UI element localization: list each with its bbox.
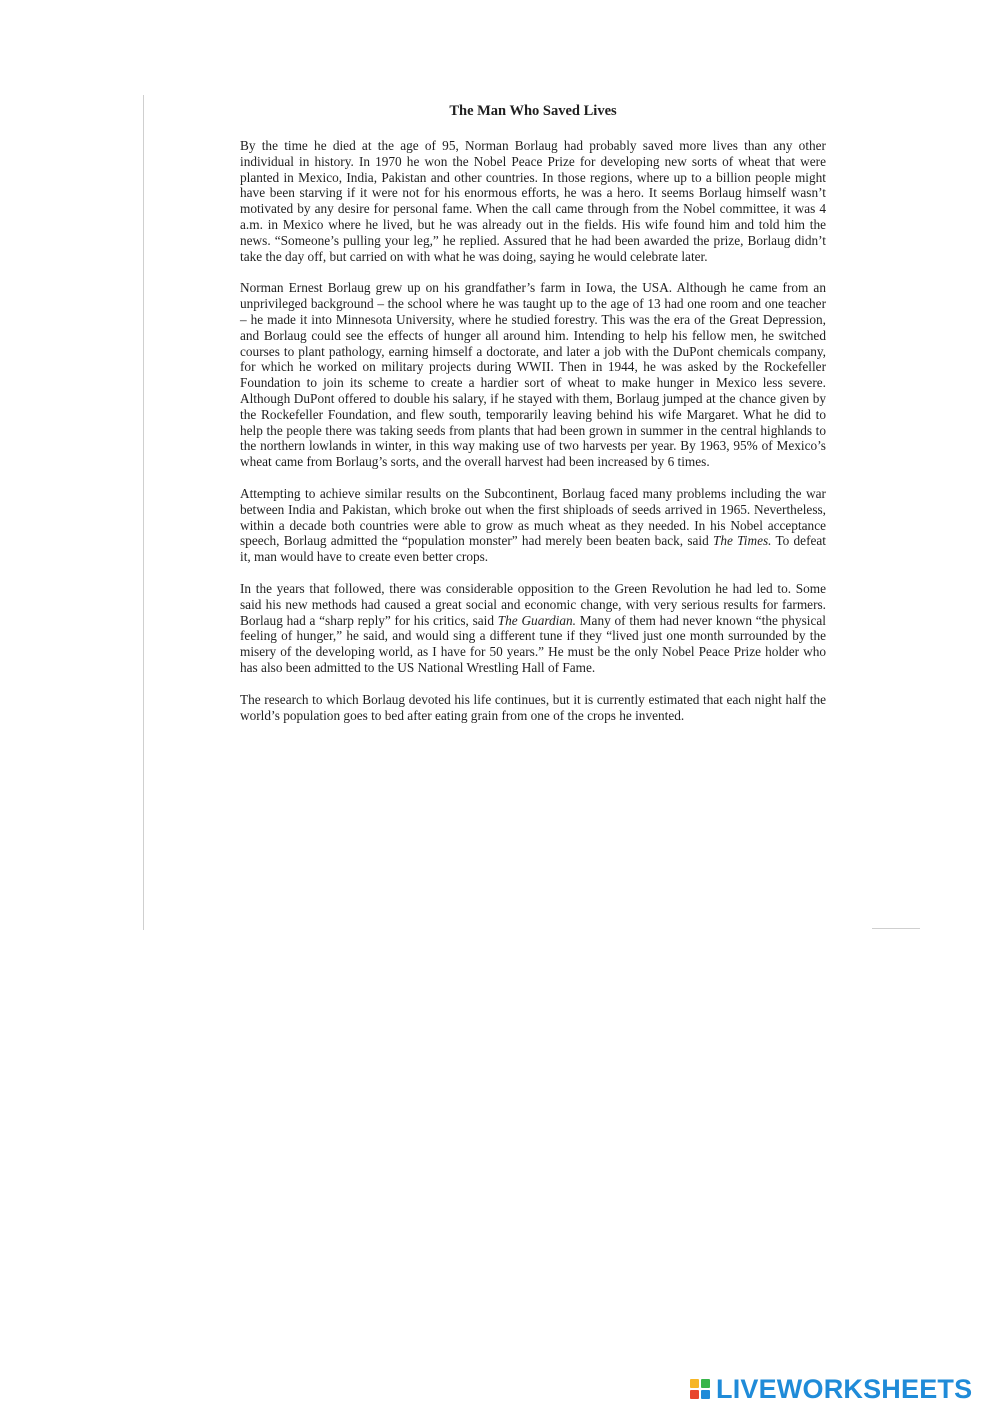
paragraph-text: Many of them had never known “the physical feeling of hunger,” he said, and would sing a different tune if they “lived just one month surrounded by the misery of the developing world, as I have for 50 years.” He must be the only Nobel Peace Prize holder who has also been admitted to the US National Wrestling Hall of Fame. bbox=[240, 612, 826, 675]
paragraph-text: Norman Ernest Borlaug grew up on his grandfather’s farm in Iowa, the USA. Although he came from an unprivileged background – the school where he was taught up to the age of 13 had one room and one teacher – he made it into Minnesota University, where he studied forestry. This was the era of the Great Depression, and Borlaug could see the effects of hunger all around him. Intending to help his fellow men, he switched courses to plant pathology, earning himself a doctorate, and later a job with the DuPont chemicals company, for which he worked on military projects during WWII. Then in 1944, he was asked by the Rockefeller Foundation to join its scheme to create a hardier sort of wheat to make hunger in Mexico less severe. Although DuPont offered to double his salary, if he stayed with them, Borlaug jumped at the chance given by the Rockefeller Foundation, and flew south, temporarily leaving behind his wife Margaret. What he did to help the people there was taking seeds from plants that had been grown in summer in the central highlands to the northern lowlands in winter, in this way making use of two harvests per year. By 1963, 95% of Mexico’s wheat came from Borlaug’s sorts, and the overall harvest had been increased by 6 times. bbox=[240, 280, 826, 470]
publication-name: The Times. bbox=[712, 533, 772, 549]
article-paragraph bbox=[240, 486, 826, 565]
paragraph-text: Attempting to achieve similar results on the Subcontinent, Borlaug faced many problems including the war between India and Pakistan, which broke out when the first shiploads of seeds arrived in 1965. Nevertheless, within a decade both countries were able to grow as much wheat as they needed. In his Nobel acceptance speech, Borlaug admitted the “population monster” had merely been beaten back, said bbox=[240, 485, 826, 549]
page-margin-line bbox=[143, 95, 144, 930]
logo-tile bbox=[690, 1379, 699, 1388]
paragraph-text: In the years that followed, there was considerable opposition to the Green Revolution he had led to. Some said his new methods had caused a great social and economic change, with very serious results for farmers. Borlaug had a “sharp reply” for his critics, said bbox=[240, 580, 826, 628]
article-paragraph bbox=[240, 581, 826, 676]
logo-text: LIVEWORKSHEETS bbox=[716, 1373, 973, 1404]
paragraph-text: To defeat it, man would have to create even better crops. bbox=[240, 533, 826, 565]
page-side-mark bbox=[872, 928, 920, 929]
logo-tile bbox=[701, 1379, 710, 1388]
article-paragraph bbox=[240, 280, 826, 470]
liveworksheets-logo[interactable] bbox=[690, 1374, 972, 1404]
paragraph-text: The research to which Borlaug devoted his life continues, but it is currently estimated that each night half the world’s population goes to bed after eating grain from one of the crops he invented. bbox=[240, 691, 826, 723]
logo-tile bbox=[690, 1390, 699, 1399]
article-body bbox=[240, 138, 826, 723]
article-title: The Man Who Saved Lives bbox=[449, 103, 617, 119]
publication-name: The Guardian. bbox=[497, 612, 576, 628]
paragraph-text: By the time he died at the age of 95, Norman Borlaug had probably saved more lives than any other individual in history. In 1970 he won the Nobel Peace Prize for developing new sorts of wheat that were planted in Mexico, India, Pakistan and other countries. In those regions, where up to a billion people might have been starving if it were not for his enormous efforts, he was a hero. It seems Borlaug himself wasn’t motivated by any desire for personal fame. When the call came through from the Nobel committee, it was 4 a.m. in Mexico where he lived, but he was already out in the fields. His wife found him and told him the news. “Someone’s pulling your leg,” he replied. Assured that he had been awarded the prize, Borlaug didn’t take the day off, but carried on with what he was doing, saying he would celebrate later. bbox=[240, 138, 826, 264]
article-paragraph bbox=[240, 692, 826, 724]
logo-tile bbox=[701, 1390, 710, 1399]
article bbox=[240, 101, 826, 739]
article-paragraph bbox=[240, 138, 826, 264]
liveworksheets-logo-icon bbox=[690, 1379, 710, 1399]
